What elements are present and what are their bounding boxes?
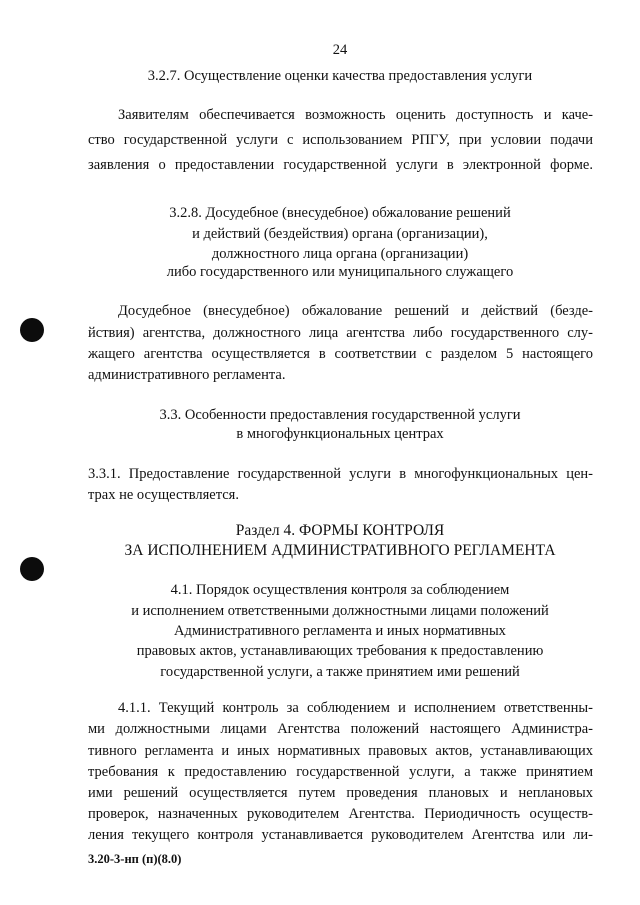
heading-4-1-line-5: государственной услуги, а также принятием ими решений	[160, 664, 520, 680]
heading-3-2-7: 3.2.7. Осуществление оценки качества предоставления услуги	[147, 68, 533, 84]
heading-3-3-line-1: 3.3. Особенности предоставления государственной услуги	[159, 407, 521, 423]
para-4-1-1-line-5: ими решений осуществляется путем проведения плановых и неплановых	[88, 785, 593, 801]
para-3-2-8-line-3: жащего агентства осуществляется в соответствии с разделом 5 настоящего	[88, 346, 593, 362]
heading-3-2-8-line-1: 3.2.8. Досудебное (внесудебное) обжалование решений	[169, 205, 511, 221]
para-4-1-1-line-3: тивного регламента и иных нормативных правовых актов, устанавливающих	[88, 743, 593, 759]
document-code-footer: 3.20-3-нп (п)(8.0)	[88, 852, 182, 866]
heading-4-1-line-2: и исполнением ответственными должностными лицами положений	[131, 603, 549, 619]
para-3-3-1-line-1: 3.3.1. Предоставление государственной услуги в многофункциональных цен-	[88, 466, 593, 482]
heading-3-3-line-2: в многофункциональных центрах	[236, 426, 444, 442]
para-4-1-1-line-2: ми должностными лицами Агентства положений настоящего Администра-	[88, 721, 593, 737]
para-4-1-1-line-7: ления текущего контроля устанавливается руководителем Агентства или ли-	[88, 827, 593, 843]
para-4-1-1-line-1: 4.1.1. Текущий контроль за соблюдением и исполнением ответственны-	[118, 700, 593, 716]
para-4-1-1-line-4: требования к предоставлению государственной услуги, а также принятием	[88, 764, 593, 780]
heading-4-1-line-1: 4.1. Порядок осуществления контроля за соблюдением	[170, 582, 510, 598]
para-4-1-1-line-6: проверок, назначенных руководителем Агентства. Периодичность осуществ-	[88, 806, 593, 822]
page-number: 24	[332, 42, 348, 58]
para-3-2-8-line-4: административного регламента.	[88, 367, 286, 383]
punch-hole-2	[20, 557, 44, 581]
para-3-2-8-line-1: Досудебное (внесудебное) обжалование решений и действий (безде-	[118, 303, 593, 319]
heading-4-1-line-4: правовых актов, устанавливающих требования к предоставлению	[136, 643, 544, 659]
para-3-3-1-line-2: трах не осуществляется.	[88, 487, 239, 503]
para-3-2-8-line-2: йствия) агентства, должностного лица агентства либо государственного слу-	[88, 325, 593, 341]
heading-3-2-8-line-3: должностного лица органа (организации)	[211, 246, 469, 262]
para-3-2-7-line-1: Заявителям обеспечивается возможность оценить доступность и каче-	[118, 107, 593, 123]
punch-hole-1	[20, 318, 44, 342]
heading-3-2-8-line-2: и действий (бездействия) органа (организации),	[192, 226, 488, 242]
heading-4-1-line-3: Административного регламента и иных нормативных	[174, 623, 506, 639]
para-3-2-7-line-2: ство государственной услуги с использованием РПГУ, при условии подачи	[88, 132, 593, 148]
section-4-title-line-1: Раздел 4. ФОРМЫ КОНТРОЛЯ	[235, 522, 445, 539]
section-4-title-line-2: ЗА ИСПОЛНЕНИЕМ АДМИНИСТРАТИВНОГО РЕГЛАМЕНТА	[124, 542, 556, 559]
para-3-2-7-line-3: заявления о предоставлении государственной услуги в электронной форме.	[88, 157, 593, 173]
heading-3-2-8-line-4: либо государственного или муниципального служащего	[166, 264, 514, 280]
